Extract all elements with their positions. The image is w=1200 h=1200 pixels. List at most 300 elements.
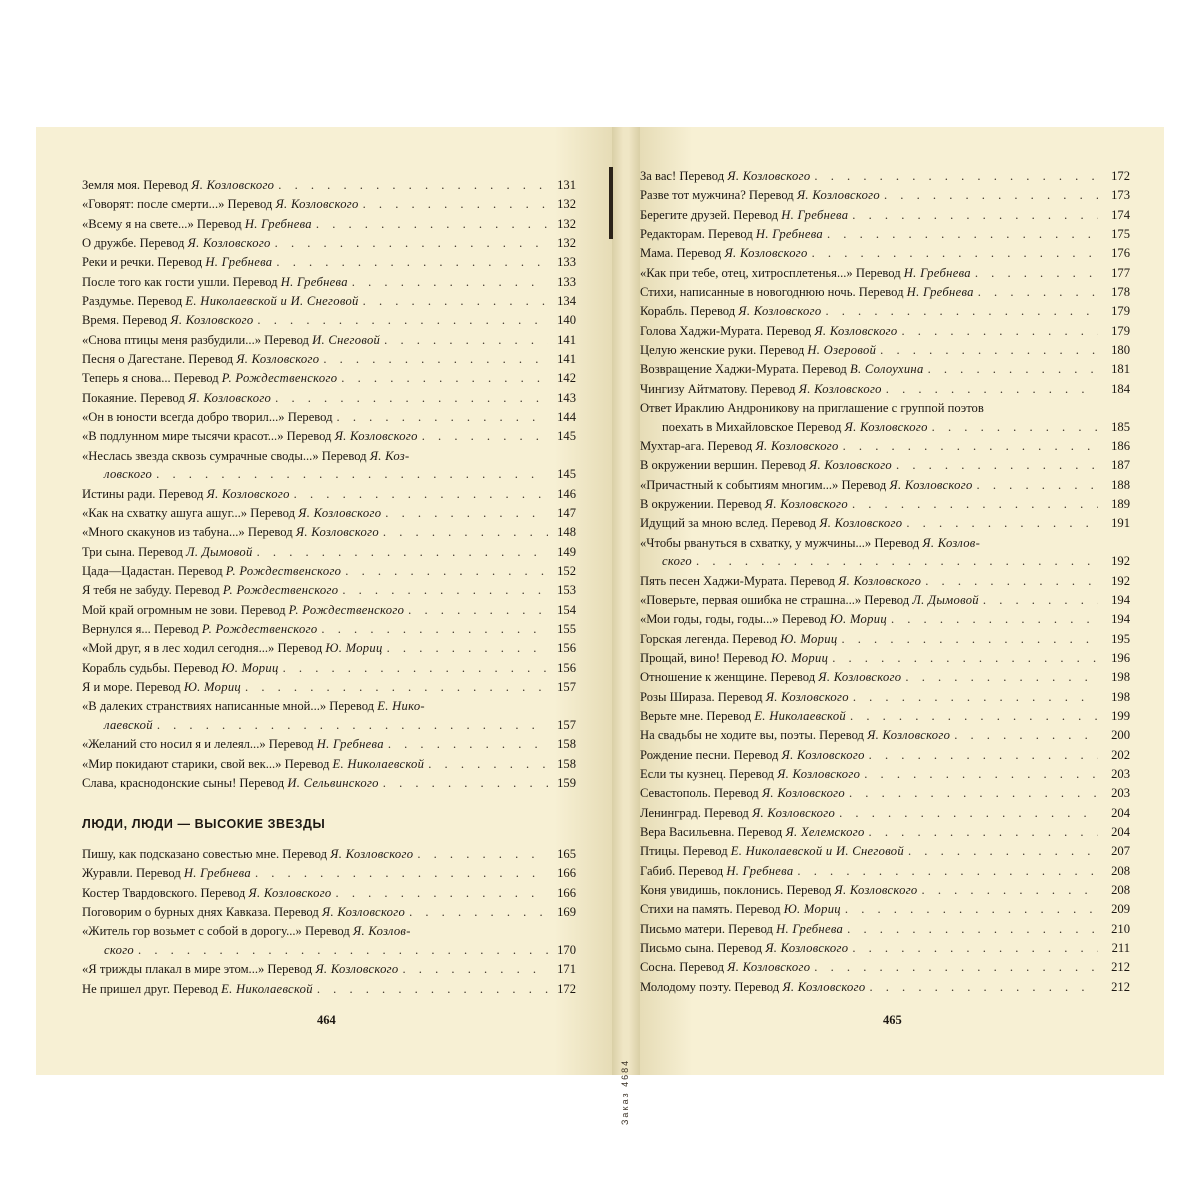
toc-entry-title [82,350,319,369]
toc-entry [82,292,576,311]
toc-poem-title: Розы Шираза. Перевод [640,689,766,704]
toc-translator: Я. Козловского [834,883,918,898]
toc-translator: Я. Козловского [761,786,845,801]
toc-page-number: 192 [1111,554,1130,569]
toc-poem-title: «Поверьте, первая ошибка не страшна...» Перевод [640,592,913,607]
toc-leader-dots [852,206,1098,225]
toc-entry [640,746,1130,765]
toc-page-number: 159 [557,775,576,790]
toc-leader-dots [345,562,548,581]
toc-leader-dots [983,591,1098,610]
toc-page-number: 148 [557,525,576,540]
toc-poem-title: Молодому поэту. Перевод [640,979,783,994]
toc-poem-title: Редакторам. Перевод [640,227,756,242]
toc-poem-title: Ленинград. Перевод [640,805,752,820]
toc-entry [640,610,1130,629]
toc-page-number: 179 [1111,304,1130,319]
toc-poem-title: Целую женские руки. Перевод [640,343,808,358]
toc-poem-title: Слава, краснодонские сыны! Перевод [82,775,288,790]
toc-entry [640,572,1130,591]
toc-entry-title [640,456,892,475]
toc-entry-title [640,920,843,939]
toc-entry [82,960,576,979]
toc-entry-title [640,476,973,495]
toc-translator: ловского [104,467,153,482]
toc-translator: Я. Коз- [369,448,410,463]
toc-translator: Н. Гребнева [316,737,384,752]
toc-entry-title [640,514,902,533]
toc-entry [82,331,576,350]
toc-leader-dots [276,253,548,272]
toc-translator: Н. Гребнева [244,216,312,231]
toc-page-number: 198 [1111,670,1130,685]
toc-leader-dots [891,610,1098,629]
toc-translator: ского [662,554,693,569]
toc-entry-title [82,543,253,562]
toc-translator: Я. Козловского [808,458,893,473]
toc-entry-title [640,862,793,881]
left-toc-section-list [82,845,576,999]
toc-leader-dots [403,960,549,979]
toc-leader-dots [849,784,1098,803]
toc-entry [640,283,1130,302]
toc-leader-dots [387,639,548,658]
toc-leader-dots [884,186,1098,205]
toc-entry [82,620,576,639]
toc-page-number: 186 [1111,438,1130,453]
toc-entry [82,447,576,466]
toc-page-number: 156 [557,660,576,675]
toc-entry [640,804,1130,823]
toc-poem-title: Стихи, написанные в новогоднюю ночь. Перевод [640,285,907,300]
toc-translator: Я. Козловского [334,429,418,444]
toc-translator: Р. Рождественского [221,371,338,386]
toc-poem-title: Письмо матери. Перевод [640,921,777,936]
toc-poem-title: О дружбе. Перевод [82,236,188,251]
toc-page-number: 209 [1111,902,1130,917]
toc-entry-title [82,292,359,311]
toc-entry-title [82,311,253,330]
toc-leader-dots [853,688,1098,707]
toc-translator: Ю. Мориц [771,650,829,665]
toc-entry-title [82,980,313,999]
toc-leader-dots [869,823,1098,842]
toc-entry-title [82,234,271,253]
toc-translator: Я. Козловского [275,197,359,212]
toc-poem-title: Севастополь. Перевод [640,786,762,801]
toc-entry [640,958,1130,977]
toc-leader-dots [932,418,1098,437]
toc-page-number: 133 [557,255,576,270]
toc-translator: Е. Николаевской и И. Снеговой [185,294,359,309]
toc-leader-dots [321,620,548,639]
toc-leader-dots [880,341,1098,360]
toc-entry-title [82,755,424,774]
toc-page-number: 203 [1111,786,1130,801]
toc-translator: Я. Козловского [751,805,836,820]
toc-page-number: 147 [557,506,576,520]
toc-page-number: 208 [1111,863,1130,878]
toc-entry [82,408,576,427]
toc-leader-dots [869,978,1098,997]
toc-leader-dots [954,726,1098,745]
toc-leader-dots [850,707,1098,726]
toc-page-number: 192 [1111,573,1130,588]
toc-entry [640,418,1130,437]
toc-entry [640,456,1130,475]
toc-entry [640,978,1130,997]
toc-translator: Н. Гребнева [906,285,974,300]
toc-entry [82,311,576,330]
toc-poem-title: Разве тот мужчина? Перевод [640,188,797,203]
toc-poem-title: Мой край огромным не зови. Перевод [82,602,289,617]
toc-poem-title: Песня о Дагестане. Перевод [82,352,237,367]
toc-entry-title [640,784,845,803]
toc-entry [640,688,1130,707]
toc-entry-title [82,903,405,922]
toc-page-number: 188 [1111,477,1130,492]
toc-leader-dots [812,244,1098,263]
toc-page-number: 155 [557,622,576,637]
toc-entry-title [82,922,411,941]
toc-leader-dots [814,167,1098,186]
toc-entry-title [640,881,918,900]
toc-entry-title [82,845,413,864]
toc-leader-dots [257,311,548,330]
toc-translator: Я. Козловского [814,323,898,338]
toc-entry-title [82,774,379,793]
toc-translator: Е. Николаевской и И. Снеговой [730,844,904,859]
toc-entry [82,639,576,658]
toc-poem-title: «Мои годы, годы, годы...» Перевод [640,612,830,627]
toc-leader-dots [417,845,548,864]
toc-poem-title: поехать в Михайловское Перевод [662,419,845,434]
toc-entry-title [640,495,848,514]
toc-poem-title: Мухтар-ага. Перевод [640,438,756,453]
toc-poem-title: Вернулся я... Перевод [82,622,202,637]
toc-entry-title [640,900,841,919]
toc-entry [640,765,1130,784]
toc-translator: лаевской [104,717,153,732]
toc-poem-title: «Мир покидают старики, свой век...» Перевод [82,756,333,771]
toc-entry [82,864,576,883]
toc-poem-title: Я и море. Перевод [82,680,184,695]
toc-page-number: 200 [1111,728,1130,743]
toc-entry-title [82,447,410,466]
toc-entry-title [640,206,848,225]
toc-leader-dots [156,465,548,484]
toc-page-number: 207 [1111,844,1130,859]
toc-leader-dots [922,881,1098,900]
toc-entry [640,726,1130,745]
toc-entry [640,264,1130,283]
toc-translator: Я. Козловского [206,486,290,501]
toc-entry-title [82,369,337,388]
toc-leader-dots [275,234,548,253]
toc-translator: Е. Николаевской [332,756,425,771]
toc-entry-title [640,186,880,205]
toc-poem-title: Земля моя. Перевод [82,178,192,192]
toc-leader-dots [896,456,1098,475]
toc-page-number: 210 [1111,921,1130,936]
toc-translator: Я. Козловского [765,689,849,704]
toc-leader-dots [847,920,1098,939]
toc-translator: Е. Нико- [377,699,425,714]
toc-translator: Я. Козловского [315,962,399,977]
toc-page-number: 202 [1111,747,1130,762]
toc-translator: Я. Козловского [765,941,849,956]
toc-entry-title [82,176,274,195]
toc-page-number: 140 [557,313,576,328]
toc-entry [82,678,576,697]
toc-poem-title: Идущий за мною вслед. Перевод [640,516,820,531]
toc-entry [640,900,1130,919]
toc-leader-dots [336,884,548,903]
toc-translator: Ю. Мориц [829,612,887,627]
toc-leader-dots [977,476,1098,495]
toc-translator: Я. Козловского [782,979,866,994]
toc-page-number: 179 [1111,323,1130,338]
toc-leader-dots [908,842,1098,861]
toc-page-number: 204 [1111,825,1130,839]
toc-page-number: 187 [1111,458,1130,473]
toc-poem-title: «Чтобы рвануться в схватку, у мужчины...» Перевод [640,535,923,550]
toc-entry-title [640,707,846,726]
toc-leader-dots [157,716,548,735]
toc-entry [82,980,576,999]
toc-entry [640,206,1130,225]
toc-entry-title [640,746,865,765]
toc-entry [82,543,576,562]
toc-poem-title: Габиб. Перевод [640,863,727,878]
toc-poem-title: Верьте мне. Перевод [640,708,755,723]
toc-poem-title: Голова Хаджи-Мурата. Перевод [640,323,815,338]
toc-translator: Р. Рождественского [288,602,405,617]
toc-leader-dots [928,360,1098,379]
toc-translator: Я. Козловского [188,390,272,405]
toc-entry-title [82,465,152,484]
toc-poem-title: «В далеких странствиях написанные мной...» Перевод [82,699,378,714]
toc-leader-dots [841,630,1098,649]
toc-entry-title [640,534,980,553]
toc-entry [82,601,576,620]
toc-entry [82,903,576,922]
toc-entry [640,862,1130,881]
toc-poem-title: «В подлунном мире тысячи красот...» Перевод [82,429,335,444]
toc-translator: Я. Козловского [187,236,271,251]
toc-poem-title: Письмо сына. Перевод [640,941,766,956]
toc-poem-title: Журавли. Перевод [82,866,184,881]
toc-entry [640,495,1130,514]
toc-leader-dots [316,215,548,234]
toc-entry [640,380,1130,399]
toc-entry [640,360,1130,379]
toc-poem-title: Если ты кузнец. Перевод [640,766,778,781]
toc-poem-title: Мама. Перевод [640,246,725,261]
toc-leader-dots [869,746,1098,765]
toc-entry-title [82,941,134,960]
toc-entry [82,350,576,369]
toc-leader-dots [825,302,1098,321]
toc-translator: Я. Козловского [889,477,973,492]
toc-translator: Н. Озеровой [807,343,877,358]
toc-entry-title [640,765,860,784]
toc-entry-title [82,523,379,542]
toc-leader-dots [245,678,548,697]
toc-translator: Е. Николаевской [754,708,847,723]
toc-entry [82,562,576,581]
toc-page-number: 170 [557,942,576,957]
toc-entry-title [640,552,692,571]
toc-entry [82,735,576,754]
toc-page-number: 145 [557,429,576,444]
toc-translator: В. Солоухина [849,362,924,377]
toc-translator: И. Снеговой [312,332,381,347]
toc-entry-title [82,639,383,658]
toc-poem-title: Сосна. Перевод [640,960,728,975]
toc-page-number: 212 [1111,960,1130,975]
toc-leader-dots [283,659,548,678]
toc-translator: Я. Козловского [844,419,928,434]
toc-entry [82,659,576,678]
toc-entry-title [82,581,338,600]
toc-poem-title: Раздумье. Перевод [82,294,186,309]
toc-leader-dots [278,176,548,195]
toc-translator: Н. Гребнева [183,866,251,881]
toc-leader-dots [428,755,548,774]
toc-translator: Я. Козловского [798,381,882,396]
toc-translator: Е. Николаевской [221,981,313,996]
toc-poem-title: Реки и речки. Перевод [82,255,206,270]
toc-entry-title [640,380,882,399]
toc-leader-dots [827,225,1098,244]
book-spread [36,127,1164,1125]
toc-poem-title: Вера Васильевна. Перевод [640,825,786,839]
toc-entry-title [640,649,828,668]
toc-page-number: 211 [1111,941,1130,956]
toc-entry-title [640,572,921,591]
toc-entry [640,399,1130,418]
toc-page-number: 157 [557,717,576,732]
toc-translator: Я. Козловского [838,573,922,588]
toc-translator: Я. Козловского [236,352,320,367]
toc-translator: Р. Рождественского [225,564,342,579]
toc-entry [82,485,576,504]
toc-entry-title [82,697,425,716]
toc-poem-title: Костер Твардовского. Перевод [82,885,249,900]
toc-leader-dots [814,958,1098,977]
toc-entry [82,922,576,941]
toc-translator: Я. Козловского [727,169,811,183]
toc-entry [82,504,576,523]
toc-entry-title [640,302,821,321]
toc-leader-dots [852,939,1098,958]
toc-page-number: 191 [1111,516,1130,531]
toc-translator: Ю. Мориц [780,631,838,646]
toc-leader-dots [408,601,548,620]
toc-translator: Я. Козловского [724,246,808,261]
toc-translator: Я. Козловского [818,670,902,685]
toc-entry [82,716,576,735]
toc-entry [82,369,576,388]
toc-entry [640,437,1130,456]
toc-poem-title: Пять песен Хаджи-Мурата. Перевод [640,573,839,588]
toc-translator: Я. Козловского [777,766,861,781]
toc-poem-title: Теперь я снова... Перевод [82,371,222,386]
toc-translator: Я. Козловского [191,178,275,192]
toc-page-number: 208 [1111,883,1130,898]
toc-poem-title: «Причастный к событиям многим...» Перевод [640,477,890,492]
toc-page-number: 173 [1111,188,1130,203]
page-number-left: 464 [317,1013,336,1027]
toc-leader-dots [383,523,548,542]
toc-leader-dots [385,504,548,523]
toc-page-number: 181 [1111,362,1130,377]
toc-entry-title [640,399,984,418]
toc-page-number: 176 [1111,246,1130,261]
toc-leader-dots [337,408,548,427]
toc-leader-dots [323,350,548,369]
toc-poem-title: Поговорим о бурных днях Кавказа. Перевод [82,905,322,920]
toc-poem-title: «Всему я на свете...» Перевод [82,216,245,231]
toc-entry [640,881,1130,900]
toc-entry [640,707,1130,726]
toc-leader-dots [832,649,1098,668]
toc-poem-title: «Говорят: после смерти...» Перевод [82,197,276,212]
toc-poem-title: Цада—Цадастан. Перевод [82,564,226,579]
toc-poem-title: Горская легенда. Перевод [640,631,781,646]
toc-translator: Я. Козловского [781,747,865,762]
toc-entry-title [640,360,924,379]
toc-leader-dots [852,495,1098,514]
toc-leader-dots [845,900,1098,919]
toc-entry-title [640,978,865,997]
toc-poem-title: Рождение песни. Перевод [640,747,782,762]
toc-entry-title [640,726,950,745]
toc-translator: Я. Козлов- [922,535,981,550]
toc-page-number: 131 [557,178,576,192]
toc-entry [640,649,1130,668]
toc-translator: Я. Козловского [796,188,880,203]
toc-page-number: 212 [1111,979,1130,994]
toc-entry [640,630,1130,649]
toc-entry-title [640,823,865,842]
toc-leader-dots [843,437,1098,456]
toc-page-number: 194 [1111,612,1130,627]
toc-leader-dots [797,862,1098,881]
toc-entry-title [640,591,979,610]
toc-entry [82,215,576,234]
toc-page-number: 142 [557,371,576,386]
toc-entry [82,427,576,446]
toc-poem-title: Прощай, вино! Перевод [640,650,771,665]
toc-entry [82,273,576,292]
toc-entry [640,186,1130,205]
toc-translator: Я. Козловского [867,728,951,743]
toc-entry-title [640,842,904,861]
right-toc-list [640,167,1130,997]
toc-poem-title: «Мой друг, я в лес ходил сегодня...» Перевод [82,641,326,656]
toc-entry-title [82,253,272,272]
toc-page-number: 134 [557,294,576,309]
toc-page-number: 152 [557,564,576,579]
toc-entry [640,552,1130,571]
toc-translator: Я. Козловского [298,506,382,520]
toc-page-number: 145 [557,467,576,482]
toc-entry-title [82,735,384,754]
toc-entry-title [640,283,974,302]
toc-entry-title [82,659,279,678]
